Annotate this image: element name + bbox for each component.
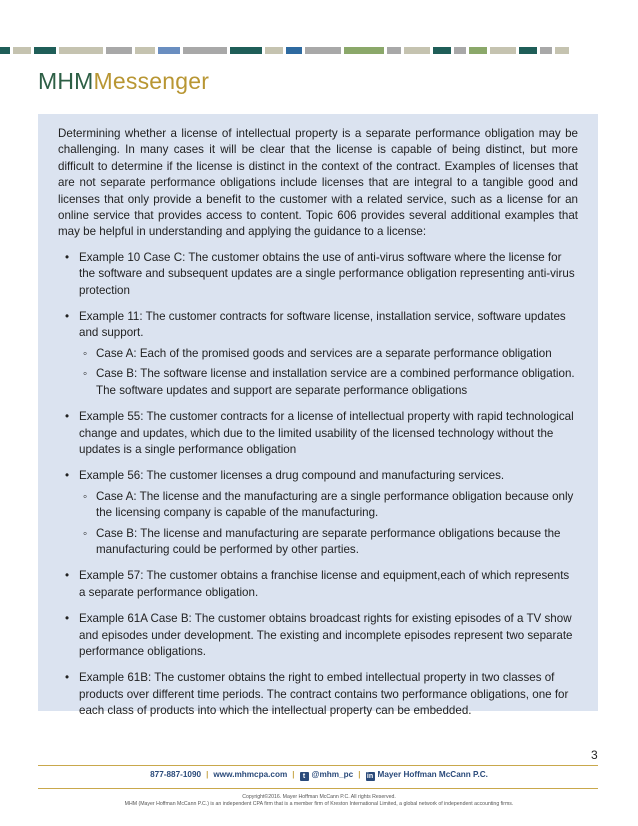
stripe-segment	[13, 47, 31, 54]
stripe-segment	[305, 47, 341, 54]
footer-contact	[0, 770, 638, 781]
stripe-segment	[265, 47, 283, 54]
disclaimer-text: MHM (Mayer Hoffman McCann P.C.) is an independent CPA firm that is a member firm of Kreston International Limited, a global network of independent accounting firms.	[124, 801, 514, 807]
sub-list-item: ◦ Case B: The license and manufacturing are separate performance obligations because the manufacturing could be performed by other parties.	[79, 526, 578, 559]
stripe-segment	[158, 47, 180, 54]
header-stripe	[0, 47, 638, 54]
stripe-segment	[454, 47, 466, 54]
stripe-segment	[183, 47, 227, 54]
copyright-text: Copyright©2016. Mayer Hoffman McCann P.C. All rights Reserved.	[242, 794, 396, 800]
intro-paragraph: Determining whether a license of intellectual property is a separate performance obligation may be challenging. In many cases it will be clear that the license is capable of being distinct, but more difficult to determine if the license is distinct in the context of the contract. Examples of licenses that are not separate performance obligations include licenses that are integral to a tangible good and licenses that only provide a benefit to the customer with a related service, such as a license for an online service that provides access to content. Topic 606 provides several additional examples that may be helpful in understanding and applying the guidance to a license:	[58, 127, 578, 239]
sub-list	[79, 489, 578, 559]
phone-link[interactable]: 877-887-1090	[150, 770, 202, 779]
sub-list	[79, 346, 578, 399]
list-item	[58, 468, 578, 558]
list-item	[58, 568, 578, 601]
linkedin-icon: in	[366, 773, 374, 780]
stripe-segment	[0, 47, 10, 54]
website-link[interactable]: www.mhmcpa.com	[213, 770, 288, 779]
example-text: Example 10 Case C: The customer obtains the use of anti-virus software where the license for the software and subsequent updates are a single performance obligation representing anti-virus protection	[79, 250, 575, 297]
sub-list-item: ◦ Case A: Each of the promised goods and services are a separate performance obligation	[79, 346, 578, 362]
list-item	[58, 409, 578, 458]
stripe-segment	[286, 47, 302, 54]
content-panel	[38, 114, 598, 718]
list-item	[58, 611, 578, 660]
example-text: Example 55: The customer contracts for a license of intellectual property with rapid technological change and updates, which due to the limited usability of the licensed technology without the updates is a single performance obligation	[79, 410, 574, 456]
stripe-segment	[555, 47, 569, 54]
page-number: 3	[591, 748, 598, 762]
stripe-segment	[404, 47, 430, 54]
twitter-link[interactable]: @mhm_pc	[311, 770, 354, 779]
stripe-segment	[230, 47, 262, 54]
example-text: Example 61A Case B: The customer obtains broadcast rights for existing episodes of a TV show and episodes under development. The existing and incomplete episodes represent two separate performance obligations.	[79, 612, 573, 658]
stripe-segment	[59, 47, 103, 54]
footer-separator: |	[206, 770, 209, 779]
stripe-segment	[519, 47, 537, 54]
stripe-segment	[490, 47, 516, 54]
linkedin-link[interactable]: Mayer Hoffman McCann P.C.	[377, 770, 488, 779]
brand-mhm: MHM	[38, 68, 94, 94]
stripe-segment	[34, 47, 56, 54]
stripe-segment	[469, 47, 487, 54]
example-text: Example 61B: The customer obtains the right to embed intellectual property in two classes of products over different time periods. The contract contains two performance obligations, one for each class of products into which the intellectual property can be embedded.	[79, 671, 569, 718]
example-text: Example 11: The customer contracts for software license, installation service, software updates and support.	[79, 310, 566, 340]
sub-list-item: ◦ Case B: The software license and installation service are a combined performance obligation. The software updates and support are separate performance obligations	[79, 366, 578, 399]
stripe-segment	[433, 47, 451, 54]
stripe-segment	[540, 47, 552, 54]
list-item	[58, 309, 578, 399]
brand-title	[38, 68, 209, 95]
example-text: Example 57: The customer obtains a franchise license and equipment,each of which represents a separate performance obligation.	[79, 569, 570, 599]
stripe-segment	[344, 47, 384, 54]
footer-separator: |	[358, 770, 361, 779]
sub-list-item: ◦ Case A: The license and the manufacturing are a single performance obligation because only the licensing company is capable of the manufacturing.	[79, 489, 578, 522]
stripe-segment	[387, 47, 401, 54]
twitter-icon: t	[300, 772, 309, 781]
stripe-segment	[135, 47, 155, 54]
stripe-segment	[106, 47, 132, 54]
brand-messenger: Messenger	[93, 68, 210, 94]
example-text: Example 56: The customer licenses a drug compound and manufacturing services.	[79, 469, 505, 483]
footer-separator: |	[292, 770, 295, 779]
list-item	[58, 250, 578, 299]
examples-list	[58, 250, 578, 720]
list-item	[58, 670, 578, 719]
